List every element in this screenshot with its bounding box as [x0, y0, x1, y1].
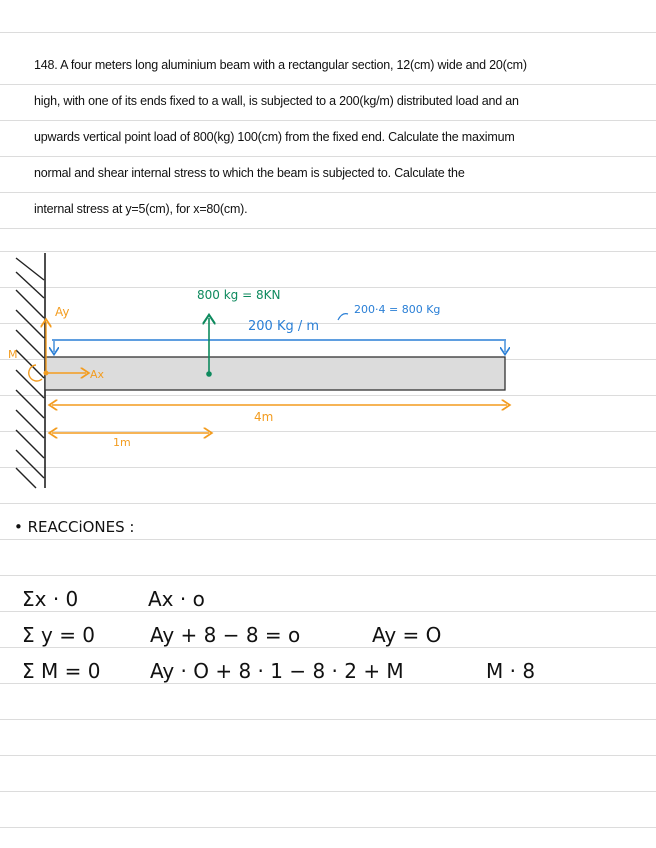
beam — [45, 357, 505, 390]
equation-row — [22, 587, 205, 611]
equation-sum: Σ y = 0 — [22, 623, 96, 647]
distributed-load-label: 200 Kg / m — [248, 319, 320, 334]
reactions-heading: • REACCiONES : — [14, 518, 135, 536]
problem-line: normal and shear internal stress to which the beam is subjected to. Calculate the — [34, 166, 465, 180]
equation-sum: Σ M = 0 — [22, 659, 101, 683]
reaction-ay-label: Ay — [55, 305, 70, 319]
equation-row — [22, 659, 535, 683]
problem-line: internal stress at y=5(cm), for x=80(cm). — [34, 202, 248, 216]
resultant-arrow — [338, 314, 348, 320]
distance-label: 1m — [113, 436, 131, 449]
distributed-load — [52, 340, 506, 352]
equation-result: M · 8 — [486, 659, 536, 683]
reaction-ax-label: Ax — [90, 368, 105, 381]
reaction-moment-label: M — [8, 348, 18, 361]
resultant-label: 200·4 = 800 Kg — [354, 303, 441, 316]
equation-row — [22, 623, 441, 647]
problem-line: upwards vertical point load of 800(kg) 100(cm) from the fixed end. Calculate the maximum — [34, 130, 515, 144]
equation-result: Ay = O — [372, 623, 442, 647]
equation-expression: Ax · o — [148, 587, 205, 611]
fixed-wall — [16, 253, 45, 488]
problem-line: high, with one of its ends fixed to a wall, is subjected to a 200(kg/m) distributed load and an — [34, 94, 519, 108]
equation-expression: Ay · O + 8 · 1 − 8 · 2 + M — [150, 659, 404, 683]
problem-line: 148. A four meters long aluminium beam with a rectangular section, 12(cm) wide and 20(cm) — [34, 58, 527, 72]
equation-expression: Ay + 8 − 8 = o — [150, 623, 301, 647]
equation-sum: Σx · 0 — [22, 587, 79, 611]
point-load-label: 800 kg = 8KN — [197, 288, 281, 302]
reaction-moment — [29, 365, 42, 381]
length-label: 4m — [254, 410, 274, 424]
